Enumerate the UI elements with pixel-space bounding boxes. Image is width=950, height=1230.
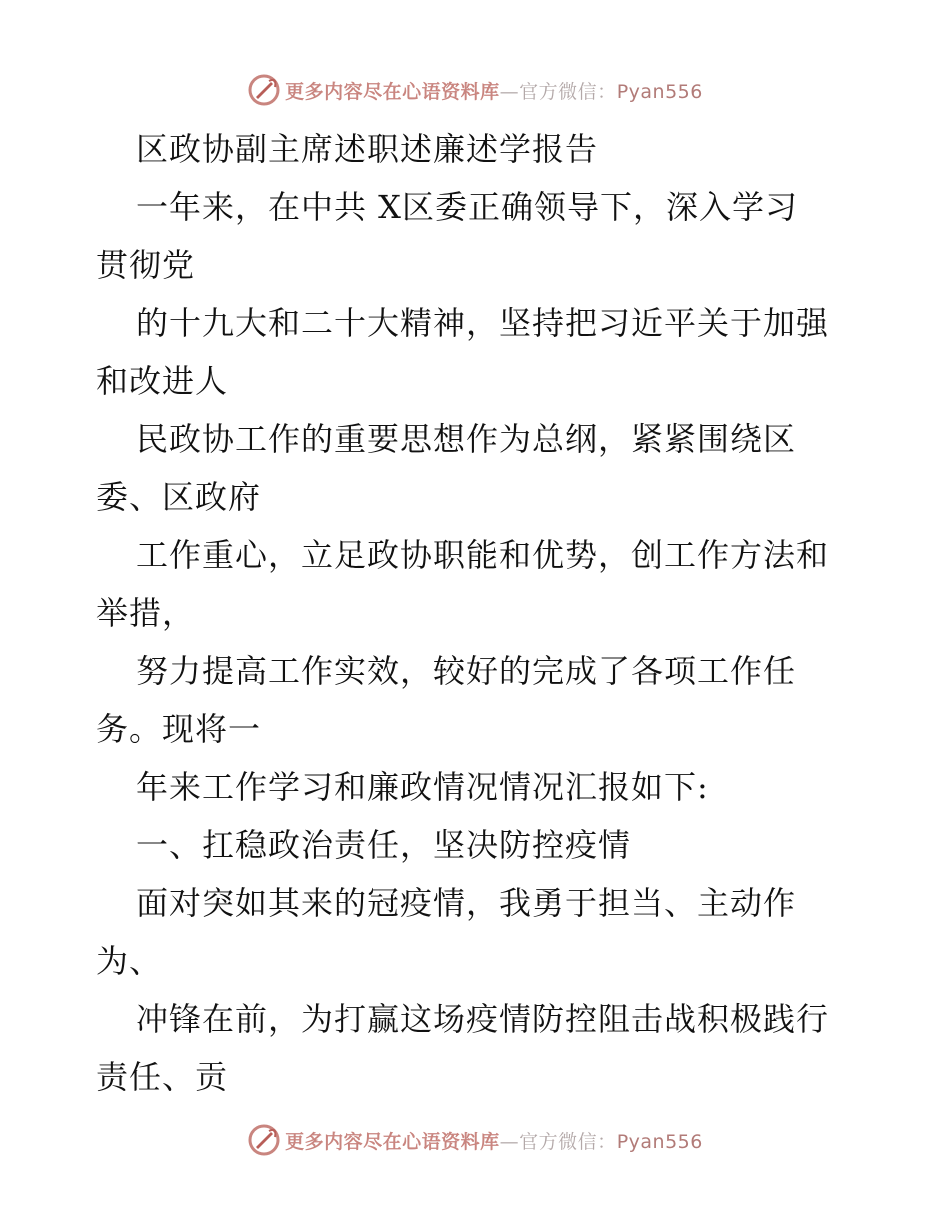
section-heading: 一、扛稳政治责任，坚决防控疫情 bbox=[136, 826, 632, 864]
watermark-label: 官方微信： bbox=[519, 80, 617, 103]
watermark-id: Pyan556 bbox=[616, 1130, 703, 1153]
text-line: 务。现将一 bbox=[96, 710, 262, 748]
watermark-id: Pyan556 bbox=[616, 80, 703, 103]
text-line: 民政协工作的重要思想作为总纲，紧紧围绕区 bbox=[136, 420, 797, 458]
text-line: 责任、贡 bbox=[96, 1058, 229, 1096]
text-line: 工作重心，立足政协职能和优势，创工作方法和 bbox=[136, 536, 830, 574]
text-line: 冲锋在前，为打赢这场疫情防控阻击战积极践行 bbox=[136, 1000, 830, 1038]
text-line: 举措， bbox=[96, 594, 196, 632]
watermark-label: 官方微信： bbox=[519, 1130, 617, 1153]
watermark-text bbox=[285, 77, 703, 104]
text-line: 一年来，在中共 X区委正确领导下，深入学习 bbox=[136, 188, 798, 226]
text-line: 努力提高工作实效，较好的完成了各项工作任 bbox=[136, 652, 797, 690]
text-line: 面对突如其来的冠疫情，我勇于担当、主动作 bbox=[136, 884, 797, 922]
text-line: 的十九大和二十大精神，坚持把习近平关于加强 bbox=[136, 304, 830, 342]
document-body bbox=[96, 120, 876, 1106]
quill-logo-icon bbox=[247, 73, 281, 107]
footer-watermark bbox=[0, 1120, 950, 1160]
header-watermark bbox=[0, 70, 950, 110]
watermark-main: 更多内容尽在心语资料库 bbox=[285, 1130, 500, 1153]
watermark-separator: — bbox=[499, 1130, 520, 1153]
text-line: 为、 bbox=[96, 942, 163, 980]
text-line: 和改进人 bbox=[96, 362, 229, 400]
watermark-text bbox=[285, 1127, 703, 1154]
quill-logo-icon bbox=[247, 1123, 281, 1157]
text-line: 年来工作学习和廉政情况情况汇报如下: bbox=[136, 768, 709, 806]
watermark-main: 更多内容尽在心语资料库 bbox=[285, 80, 500, 103]
text-line: 贯彻党 bbox=[96, 246, 196, 284]
text-line: 委、区政府 bbox=[96, 478, 262, 516]
document-title: 区政协副主席述职述廉述学报告 bbox=[136, 130, 599, 168]
watermark-separator: — bbox=[499, 80, 520, 103]
